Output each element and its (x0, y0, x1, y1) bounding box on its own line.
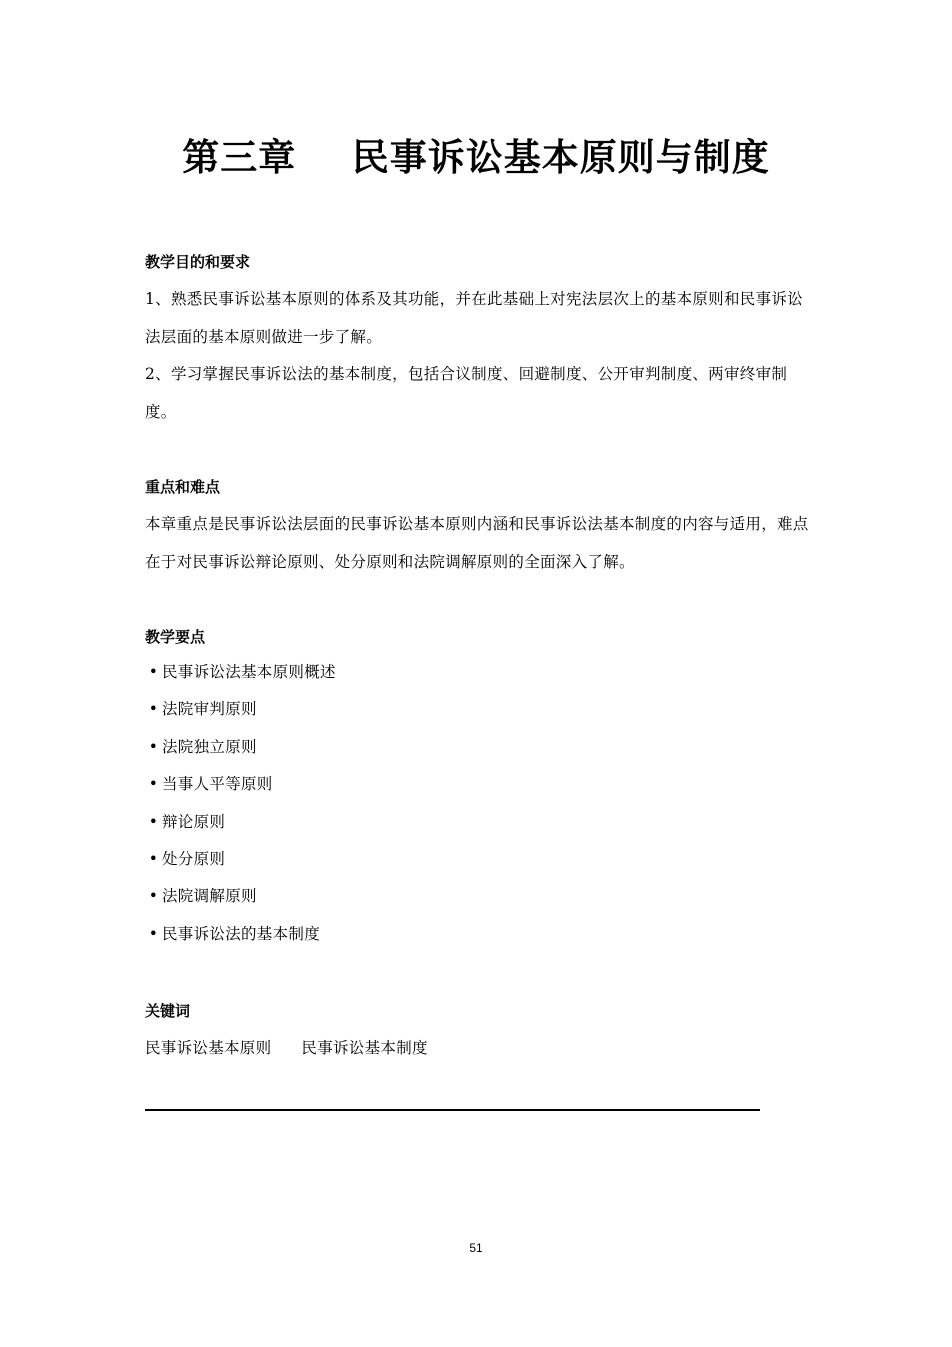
list-item (145, 841, 336, 878)
keywords-heading: 关键词 (145, 1002, 191, 1020)
keyword-term: 民事诉讼基本原则 (145, 1039, 272, 1057)
key-points-text: 本章重点是民事诉讼法层面的民事诉讼基本原则内涵和民事诉讼法基本制度的内容与适用，难点在于对民事诉讼辩论原则、处分原则和法院调解原则的全面深入了解。 (145, 515, 809, 571)
bullet-icon: • (148, 924, 159, 943)
chapter-title: 第三章 民事诉讼基本原则与制度 (182, 136, 770, 179)
list-item-text: 法院独立原则 (162, 737, 257, 756)
list-item-text: 民事诉讼法基本原则概述 (162, 663, 336, 681)
objectives-heading: 教学目的和要求 (145, 253, 251, 271)
bullet-icon: • (148, 663, 159, 681)
bullet-icon: • (148, 737, 159, 756)
bullet-icon: • (148, 775, 159, 794)
bullet-icon: • (148, 887, 159, 906)
keyword-term: 民事诉讼基本制度 (301, 1039, 428, 1057)
list-item-text: 当事人平等原则 (162, 775, 273, 794)
list-item-text: 民事诉讼法的基本制度 (162, 924, 321, 943)
list-item (145, 878, 336, 915)
keywords-line (145, 1030, 428, 1068)
teaching-points-heading: 教学要点 (145, 628, 206, 646)
teaching-points-list (145, 654, 336, 953)
page-number: 51 (469, 1241, 483, 1255)
section-divider (145, 1109, 760, 1111)
list-item-text: 辩论原则 (162, 812, 226, 831)
list-item (145, 916, 336, 953)
objective-item-2: 2、学习掌握民事诉讼法的基本制度，包括合议制度、回避制度、公开审判制度、两审终审制度。 (145, 365, 788, 421)
bullet-icon: • (148, 700, 159, 719)
list-item (145, 654, 336, 691)
bullet-icon: • (148, 812, 159, 831)
list-item-text: 法院调解原则 (162, 887, 257, 906)
objective-item-1: 1、熟悉民事诉讼基本原则的体系及其功能，并在此基础上对宪法层次上的基本原则和民事诉讼法层面的基本原则做进一步了解。 (145, 290, 803, 346)
list-item-text: 处分原则 (162, 849, 226, 868)
list-item (145, 729, 336, 766)
list-item-text: 法院审判原则 (162, 700, 257, 719)
list-item (145, 766, 336, 803)
list-item (145, 804, 336, 841)
list-item (145, 691, 336, 728)
bullet-icon: • (148, 849, 159, 868)
key-points-heading: 重点和难点 (145, 478, 221, 496)
